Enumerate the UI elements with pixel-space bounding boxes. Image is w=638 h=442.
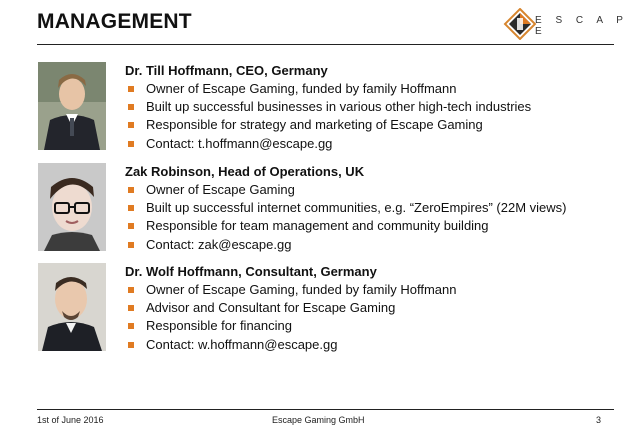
square-bullet-icon <box>128 305 134 311</box>
bullet-text: Contact: t.hoffmann@escape.gg <box>146 135 333 151</box>
list-item <box>125 80 531 98</box>
list-item <box>125 98 531 116</box>
list-item <box>125 281 456 299</box>
person-card <box>125 163 566 254</box>
portrait-photo <box>38 263 106 351</box>
footer-date: 1st of June 2016 <box>37 415 104 425</box>
list-item <box>125 135 531 153</box>
square-bullet-icon <box>128 242 134 248</box>
square-bullet-icon <box>128 141 134 147</box>
person-bullets <box>125 281 456 354</box>
bullet-text: Responsible for strategy and marketing of Escape Gaming <box>146 117 483 133</box>
square-bullet-icon <box>128 86 134 92</box>
person-bullets <box>125 181 566 254</box>
bullet-text: Responsible for financing <box>146 318 292 334</box>
footer-divider <box>37 409 614 410</box>
square-bullet-icon <box>128 323 134 329</box>
list-item <box>125 199 566 217</box>
square-bullet-icon <box>128 122 134 128</box>
person-name: Dr. Till Hoffmann, CEO, Germany <box>125 63 328 78</box>
person-bullets <box>125 80 531 153</box>
bullet-text: Advisor and Consultant for Escape Gaming <box>146 300 396 316</box>
list-item <box>125 116 531 134</box>
bullet-text: Contact: w.hoffmann@escape.gg <box>146 336 338 352</box>
list-item <box>125 299 456 317</box>
person-card <box>125 62 531 153</box>
square-bullet-icon <box>128 287 134 293</box>
square-bullet-icon <box>128 223 134 229</box>
square-bullet-icon <box>128 342 134 348</box>
person-name: Dr. Wolf Hoffmann, Consultant, Germany <box>125 264 377 279</box>
square-bullet-icon <box>128 104 134 110</box>
square-bullet-icon <box>128 187 134 193</box>
list-item <box>125 217 566 235</box>
square-bullet-icon <box>128 205 134 211</box>
bullet-text: Owner of Escape Gaming <box>146 182 295 197</box>
list-item <box>125 236 566 254</box>
list-item <box>125 181 566 199</box>
person-card <box>125 263 456 354</box>
list-item <box>125 336 456 354</box>
bullet-text: Owner of Escape Gaming, funded by family Hoffmann <box>146 81 457 96</box>
bullet-text: Owner of Escape Gaming, funded by family Hoffmann <box>146 282 457 297</box>
bullet-text: Contact: zak@escape.gg <box>146 236 292 252</box>
portrait-photo <box>38 62 106 150</box>
bullet-text: Built up successful internet communities, e.g. “ZeroEmpires” (22M views) <box>146 200 567 216</box>
header-divider <box>37 44 614 45</box>
person-name: Zak Robinson, Head of Operations, UK <box>125 164 365 179</box>
logo-wordmark: E S C A P E <box>535 15 629 37</box>
portrait-photo <box>38 163 106 251</box>
slide-title: MANAGEMENT <box>37 10 192 33</box>
footer-company: Escape Gaming GmbH <box>272 415 365 425</box>
page-number: 3 <box>596 415 602 425</box>
bullet-text: Built up successful businesses in various other high-tech industries <box>146 99 532 115</box>
list-item <box>125 317 456 335</box>
bullet-text: Responsible for team management and community building <box>146 218 489 234</box>
